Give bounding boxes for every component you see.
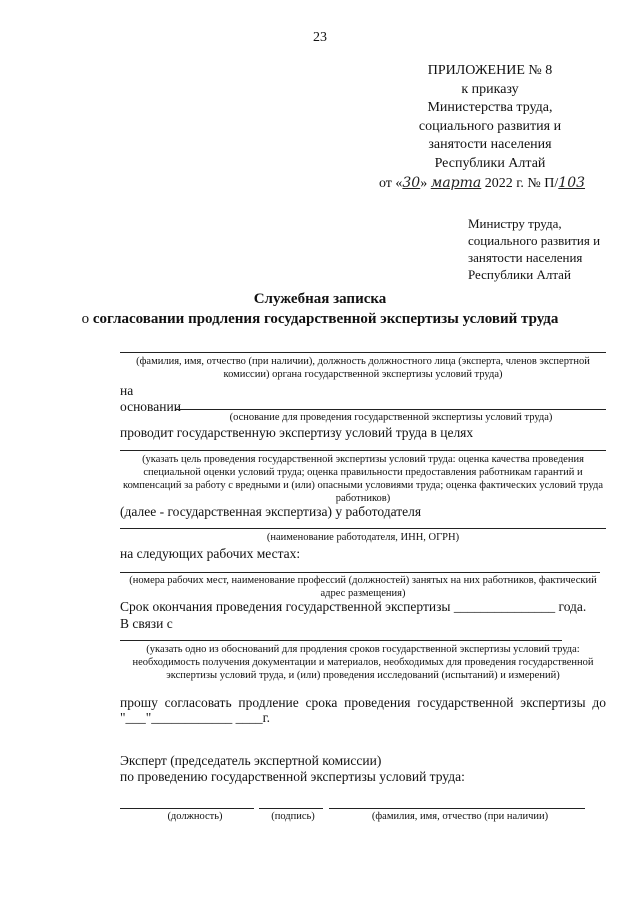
- label-na: на: [120, 383, 134, 398]
- hint-basis: (основание для проведения государственной экспертизы условий труда): [229, 412, 553, 423]
- full-name-field[interactable]: [329, 808, 585, 809]
- reason-field[interactable]: [120, 640, 562, 641]
- signature-field[interactable]: [259, 808, 323, 809]
- signature-line-1: Эксперт (председатель экспертной комиссии): [120, 753, 382, 768]
- order-date-line: [348, 174, 616, 194]
- signature-line-2: по проведению государственной экспертизы условий труда:: [120, 769, 465, 784]
- workplaces-field[interactable]: [120, 572, 600, 573]
- date-year: 2022 г. № П/: [481, 175, 559, 191]
- text-deadline: Срок окончания проведения государственной экспертизы _______________ года.: [120, 599, 587, 614]
- order-number: 103: [558, 174, 586, 191]
- purpose-field[interactable]: [120, 450, 606, 451]
- appendix-line: Министерства труда,: [427, 100, 553, 116]
- appendix-header: [372, 62, 608, 193]
- appendix-line: к приказу: [461, 81, 519, 97]
- text-due-to: В связи с: [120, 616, 173, 631]
- hint-reason: (указать одно из обоснований для продления сроков государственной экспертизы условий труда: необходимость получения документации и материалов, необходимых для проведения государственной экспертизы условий труда, и (или) проведения исследований (испытаний) и измерений): [132, 644, 594, 681]
- text-employer: (далее - государственная экспертиза) у работодателя: [120, 504, 422, 519]
- date-prefix: от «: [378, 175, 403, 191]
- position-field[interactable]: [120, 808, 254, 809]
- label-osnovanii: основании: [120, 399, 181, 414]
- hint-expert: (фамилия, имя, отчество (при наличии), должность должностного лица (эксперта, членов экспертной комиссии) органа государственной экспертизы условий труда): [136, 356, 590, 380]
- subtitle-prefix: о: [81, 311, 93, 327]
- addressee-line: Республики Алтай: [468, 267, 571, 282]
- full-name-label: (фамилия, имя, отчество (при наличии): [371, 811, 549, 822]
- memo-subtitle: [0, 311, 640, 328]
- expert-name-field[interactable]: [120, 352, 606, 353]
- appendix-line: Республики Алтай: [434, 155, 546, 171]
- employer-field[interactable]: [120, 528, 606, 529]
- appendix-line: социального развития и: [418, 118, 562, 134]
- appendix-line: занятости населения: [428, 137, 552, 153]
- text-conducts: проводит государственную экспертизу условий труда в целях: [120, 425, 474, 440]
- memo-title: Служебная записка: [253, 291, 387, 307]
- subtitle-bold: согласовании продления государственной экспертизы условий труда: [92, 311, 559, 327]
- addressee-line: занятости населения: [468, 250, 583, 265]
- signature-label: (подпись): [271, 811, 315, 822]
- basis-field[interactable]: [176, 409, 606, 410]
- date-month: марта: [430, 174, 482, 191]
- page-number: 23: [313, 30, 327, 45]
- text-request: прошу согласовать продление срока проведения государственной экспертизы до: [120, 695, 606, 710]
- date-mid: »: [420, 175, 431, 191]
- text-workplaces: на следующих рабочих местах:: [120, 546, 301, 561]
- hint-employer: (наименование работодателя, ИНН, ОГРН): [266, 532, 460, 543]
- position-label: (должность): [167, 811, 223, 822]
- hint-workplaces: (номера рабочих мест, наименование профессий (должностей) занятых на них работников, фактический адрес размещения): [129, 575, 597, 599]
- addressee-line: Министру труда,: [468, 216, 562, 231]
- addressee-block: [468, 215, 600, 283]
- addressee-line: социального развития и: [468, 233, 601, 248]
- text-request-date: "___"____________ ____г.: [120, 710, 271, 725]
- appendix-line: ПРИЛОЖЕНИЕ № 8: [427, 63, 553, 78]
- date-day: 30: [402, 174, 421, 191]
- hint-purpose: (указать цель проведения государственной экспертизы условий труда: оценка качества проведения специальной оценки условий труда; оценка правильности предоставления работникам гарантий и компенсаций за работу с вредными и (или) опасными условиями труда; оценка фактических условий труда работников): [123, 454, 603, 504]
